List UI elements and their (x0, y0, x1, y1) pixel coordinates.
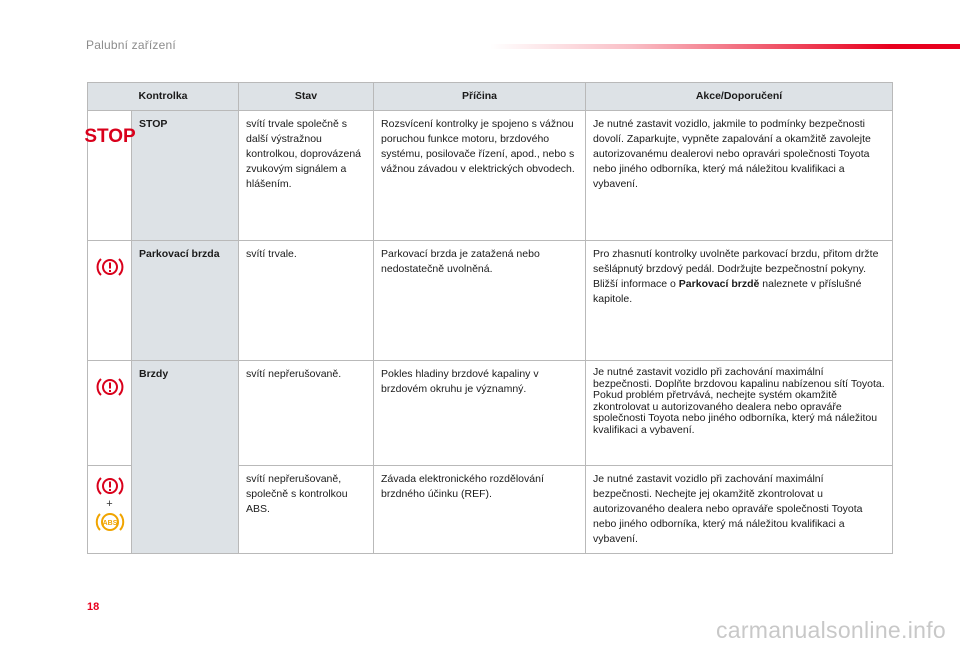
icon-cell (88, 466, 132, 554)
svg-text:STOP: STOP (83, 126, 136, 147)
parking-brake-link-text: Parkovací brzdě (678, 278, 760, 290)
header-accent-bar (490, 44, 960, 49)
light-cause: Závada elektronického rozdělování brzdného účinku (REF). (374, 466, 586, 554)
column-header-akce: Akce/Doporučení (586, 83, 893, 111)
stop-icon (83, 125, 136, 147)
light-name: Brzdy (132, 361, 239, 554)
column-header-pricina: Příčina (374, 83, 586, 111)
table-header-row (88, 83, 893, 111)
abs-icon (88, 510, 131, 534)
parking-brake-warning-icon (88, 255, 131, 279)
column-header-kontrolka: Kontrolka (88, 83, 239, 111)
table-row (88, 241, 893, 361)
light-action: Je nutné zastavit vozidlo při zachování maximální bezpečnosti. Doplňte brzdovou kapalinu nabízenou sítí Toyota. Pokud problém přetrvává, nechejte systém okamžitě zkontrolovat u autorizovaného dealera nebo opraváře společnosti Toyota nebo jiného odborníka, který má náležitou kvalifikaci a vybavení. (586, 361, 893, 466)
svg-text:ABS: ABS (102, 520, 117, 527)
light-action: Je nutné zastavit vozidlo, jakmile to podmínky bezpečnosti dovolí. Zaparkujte, vypněte zapalování a okamžitě zavolejte autorizovanému dealerovi nebo opravári společnosti Toyota nebo jiného odborníka, který má náležitou kvalifikaci a vybavení. (586, 111, 893, 241)
light-cause: Parkovací brzda je zatažená nebo nedostatečně uvolněná. (374, 241, 586, 361)
light-state: svítí trvale společně s další výstražnou kontrolkou, doprovázená zvukovým signálem a hlášením. (239, 111, 374, 241)
light-name: Parkovací brzda (132, 241, 239, 361)
light-state: svítí nepřerušovaně, společně s kontrolkou ABS. (239, 466, 374, 554)
light-name: STOP (132, 111, 239, 241)
icon-cell (88, 241, 132, 361)
light-cause: Pokles hladiny brzdové kapaliny v brzdovém okruhu je významný. (374, 361, 586, 466)
brake-warning-icon (88, 474, 131, 498)
warning-lights-table (83, 82, 893, 554)
icon-cell (88, 361, 132, 466)
page-header-title: Palubní zařízení (86, 38, 176, 52)
light-action: Je nutné zastavit vozidlo při zachování maximální bezpečnosti. Nechejte jej okamžitě zkontrolovat u autorizovaného dealera nebo opraváře společnosti Toyota nebo jiného odborníka, který má náležitou kvalifikaci a vybavení. (586, 466, 893, 554)
plus-sign: + (106, 498, 113, 510)
table-row (88, 361, 893, 466)
table-row (88, 111, 893, 241)
page-number: 18 (87, 601, 100, 613)
footer-watermark: carmanualsonline.info (715, 617, 946, 643)
icon-cell (83, 111, 136, 241)
light-state: svítí nepřerušovaně. (239, 361, 374, 466)
light-state: svítí trvale. (239, 241, 374, 361)
column-header-stav: Stav (239, 83, 374, 111)
light-cause: Rozsvícení kontrolky je spojeno s vážnou poruchou funkce motoru, brzdového systému, posilovače řízení, apod., nebo s vážnou závadou v elektrických obvodech. (374, 111, 586, 241)
light-action: Pro zhasnutí kontrolky uvolněte parkovací brzdu, přitom držte sešlápnutý brzdový pedál. Dodržujte bezpečnostní pokyny. Bližší informace o Parkovací brzdě naleznete v příslušné kapitole. (586, 241, 893, 361)
brake-warning-icon (88, 375, 131, 399)
